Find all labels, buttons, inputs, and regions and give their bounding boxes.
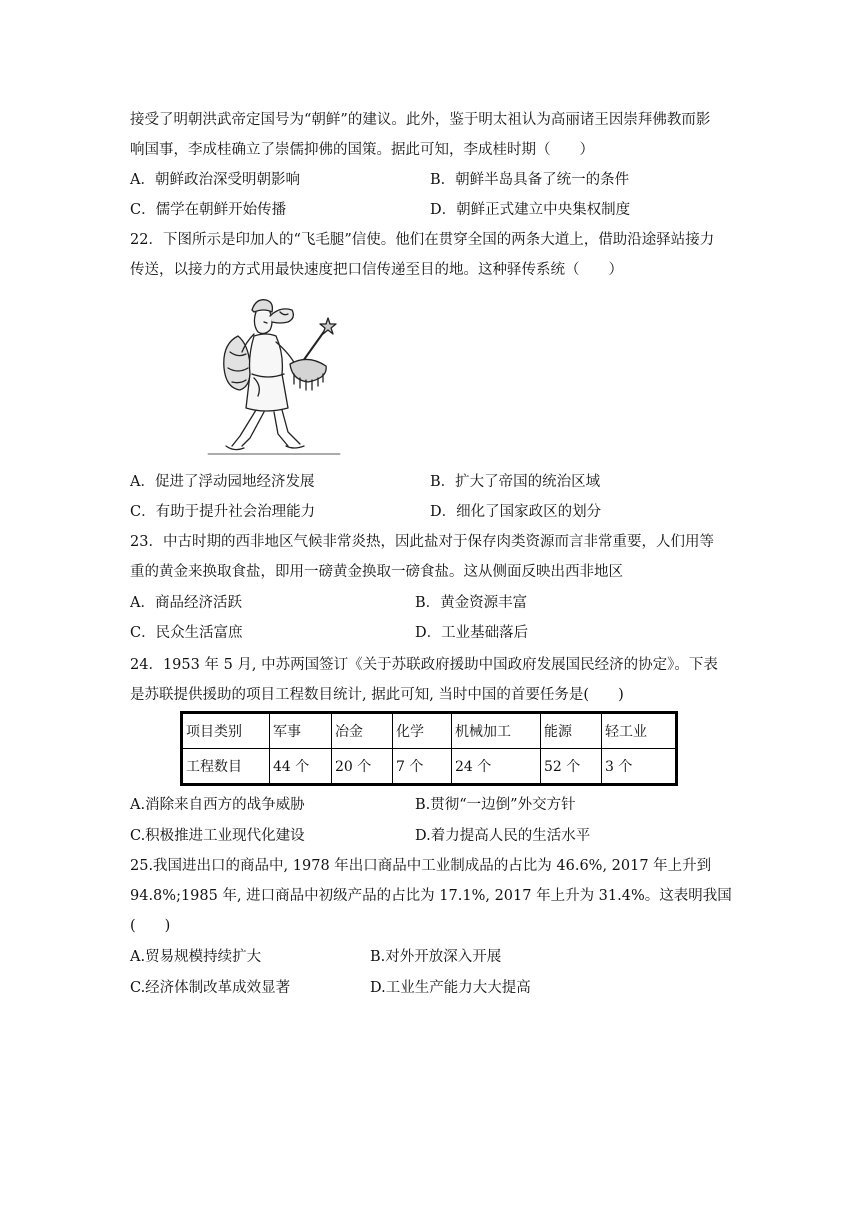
q25-stem-line-2: 94.8%;1985 年, 进口商品中初级产品的占比为 17.1%, 2017 年上升为 31.4%。这表明我国 <box>130 888 732 904</box>
table-cell: 44 个 <box>270 749 332 785</box>
q23-option-a[interactable]: A．商品经济活跃 <box>130 595 242 611</box>
q22-option-b[interactable]: B．扩大了帝国的统治区域 <box>430 474 601 490</box>
table-header-cell: 能源 <box>541 713 602 749</box>
q24-option-a[interactable]: A.消除来自西方的战争威胁 <box>130 797 305 813</box>
q23-option-b[interactable]: B．黄金资源丰富 <box>415 595 528 611</box>
q21-option-b[interactable]: B．朝鲜半岛具备了统一的条件 <box>430 172 630 188</box>
table-header-cell: 军事 <box>270 713 332 749</box>
table-header-cell: 轻工业 <box>602 713 677 749</box>
table-cell: 工程数目 <box>182 749 270 785</box>
q21-option-c[interactable]: C．儒学在朝鲜开始传播 <box>130 202 287 218</box>
q23-stem-line-1: 23．中古时期的西非地区气候非常炎热，因此盐对于保存肉类资源而言非常重要，人们用等 <box>130 534 714 550</box>
table-header-row <box>182 713 677 749</box>
inca-messenger-illustration-icon <box>204 296 344 458</box>
q25-stem-line-3: ( ) <box>130 918 171 934</box>
table-header-cell: 项目类别 <box>182 713 270 749</box>
q22-option-d[interactable]: D．细化了国家政区的划分 <box>430 504 602 520</box>
q21-option-d[interactable]: D．朝鲜正式建立中央集权制度 <box>430 202 631 218</box>
q21-option-a[interactable]: A．朝鲜政治深受明朝影响 <box>130 172 300 188</box>
table-cell: 3 个 <box>602 749 677 785</box>
table-cell: 24 个 <box>452 749 541 785</box>
table-header-cell: 化学 <box>393 713 452 749</box>
q25-option-a[interactable]: A.贸易规模持续扩大 <box>130 949 262 965</box>
q24-stem-line-1: 24．1953 年 5 月, 中苏两国签订《关于苏联政府援助中国政府发展国民经济的协定》。下表 <box>130 657 718 673</box>
q25-stem-line-1: 25.我国进出口的商品中, 1978 年出口商品中工业制成品的占比为 46.6%, 2017 年上升到 <box>130 858 712 874</box>
table-cell: 52 个 <box>541 749 602 785</box>
q21-stem-line-1: 接受了明朝洪武帝定国号为“朝鲜”的建议。此外，鉴于明太祖认为高丽诸王因崇拜佛教而影 <box>130 112 711 128</box>
table-cell: 20 个 <box>332 749 393 785</box>
aid-projects-table <box>180 711 678 786</box>
q24-option-d[interactable]: D.着力提高人民的生活水平 <box>415 828 591 844</box>
q23-stem-line-2: 重的黄金来换取食盐，即用一磅黄金换取一磅食盐。这从侧面反映出西非地区 <box>130 564 623 580</box>
q22-stem-line-2: 传送，以接力的方式用最快速度把口信传递至目的地。这种驿传系统（ ） <box>130 262 623 278</box>
q25-option-d[interactable]: D.工业生产能力大大提高 <box>370 980 531 996</box>
q25-option-c[interactable]: C.经济体制改革成效显著 <box>130 980 291 996</box>
q22-stem-line-1: 22．下图所示是印加人的“飞毛腿”信使。他们在贯穿全国的两条大道上，借助沿途驿站接力 <box>130 232 715 248</box>
q22-option-c[interactable]: C．有助于提升社会治理能力 <box>130 504 316 520</box>
q24-option-c[interactable]: C.积极推进工业现代化建设 <box>130 828 305 844</box>
q24-option-b[interactable]: B.贯彻“一边倒”外交方针 <box>415 797 576 813</box>
q25-option-b[interactable]: B.对外开放深入开展 <box>370 949 502 965</box>
table-row <box>182 749 677 785</box>
q23-option-c[interactable]: C．民众生活富庶 <box>130 625 243 641</box>
q22-option-a[interactable]: A．促进了浮动园地经济发展 <box>130 474 315 490</box>
q24-stem-line-2: 是苏联提供援助的项目工程数目统计, 据此可知, 当时中国的首要任务是( ) <box>130 687 624 703</box>
q23-option-d[interactable]: D．工业基础落后 <box>415 625 529 641</box>
table-header-cell: 冶金 <box>332 713 393 749</box>
q21-stem-line-2: 响国事，李成桂确立了崇儒抑佛的国策。据此可知，李成桂时期（ ） <box>130 142 594 158</box>
table-header-cell: 机械加工 <box>452 713 541 749</box>
table-cell: 7 个 <box>393 749 452 785</box>
